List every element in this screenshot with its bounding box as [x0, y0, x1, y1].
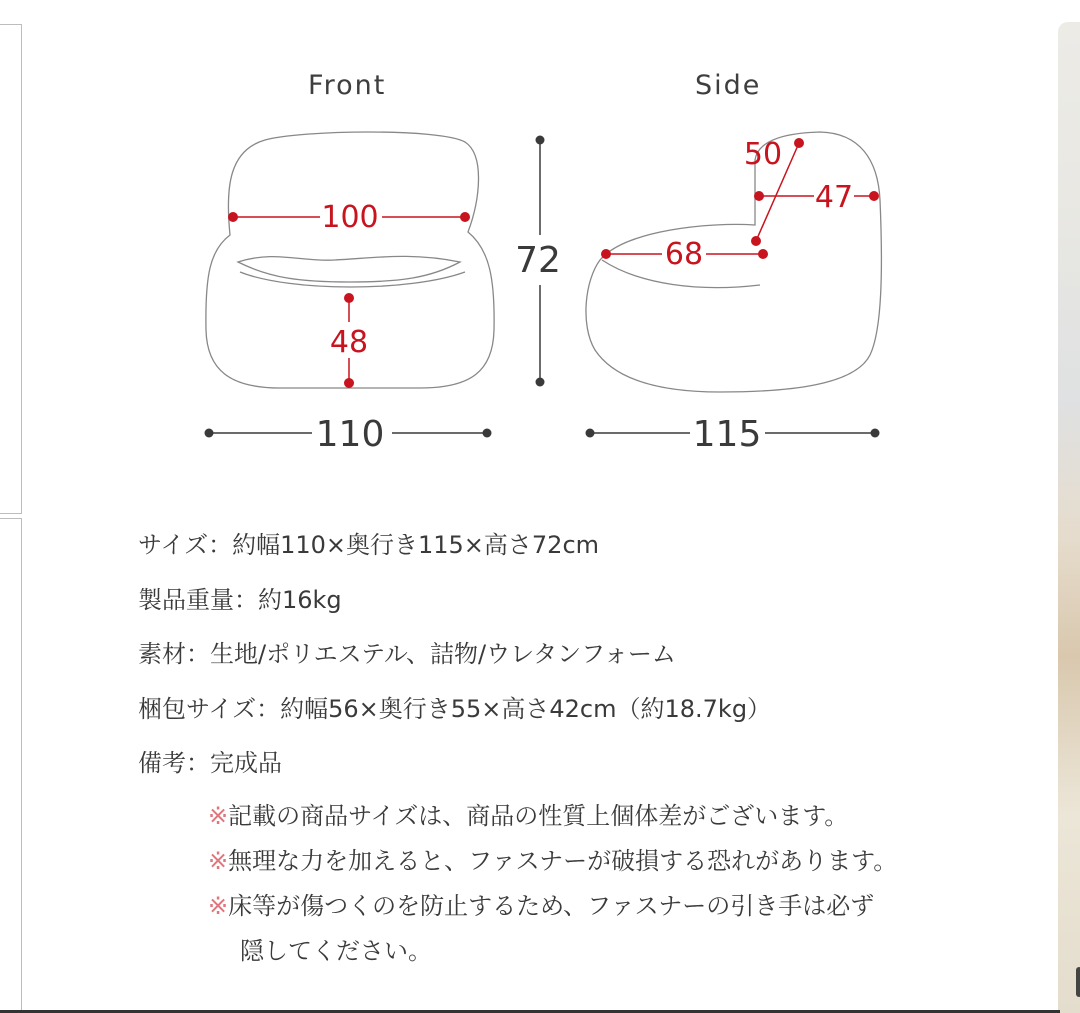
side-seat-depth-value: 68 — [664, 237, 704, 272]
spec-weight: 製品重量：約16kg — [138, 585, 342, 614]
front-seat-height-value: 48 — [329, 325, 369, 360]
spec-remarks: 備考：完成品 — [138, 749, 282, 777]
note-item — [208, 888, 1008, 933]
note-mark: ※ — [208, 802, 229, 830]
note-item — [208, 798, 1008, 843]
notes-list — [208, 798, 1008, 978]
note-text: 無理な力を加えると、ファスナーが破損する恐れがあります。 — [228, 847, 898, 875]
side-chair-outline — [586, 132, 881, 392]
note-text: 床等が傷つくのを防止するため、ファスナーの引き手は必ず — [228, 892, 875, 920]
note-mark: ※ — [208, 847, 229, 875]
note-mark: ※ — [208, 892, 229, 920]
note-item — [208, 843, 1008, 888]
carousel-control-edge[interactable] — [1076, 967, 1080, 997]
left-panel-edge-bottom — [0, 518, 22, 1013]
side-depth-value: 115 — [692, 414, 762, 455]
height-value: 72 — [515, 240, 561, 281]
spec-material: 素材：生地/ポリエステル、詰物/ウレタンフォーム — [138, 640, 676, 668]
front-width-value: 110 — [315, 414, 385, 455]
side-view-title: Side — [695, 70, 762, 101]
front-inner-width-value: 100 — [321, 200, 379, 235]
dimension-diagram — [0, 0, 1080, 480]
side-backrest-value: 50 — [743, 137, 783, 172]
note-text: 記載の商品サイズは、商品の性質上個体差がございます。 — [228, 802, 849, 830]
spec-package-size: 梱包サイズ：約幅56×奥行き55×高さ42cm（約18.7kg） — [138, 694, 772, 723]
front-view-title: Front — [308, 70, 387, 101]
side-back-depth-value: 47 — [814, 180, 854, 215]
spec-size: サイズ：約幅110×奥行き115×高さ72cm — [138, 531, 600, 559]
note-continuation: 隠してください。 — [240, 937, 432, 965]
spec-list — [138, 525, 1018, 798]
